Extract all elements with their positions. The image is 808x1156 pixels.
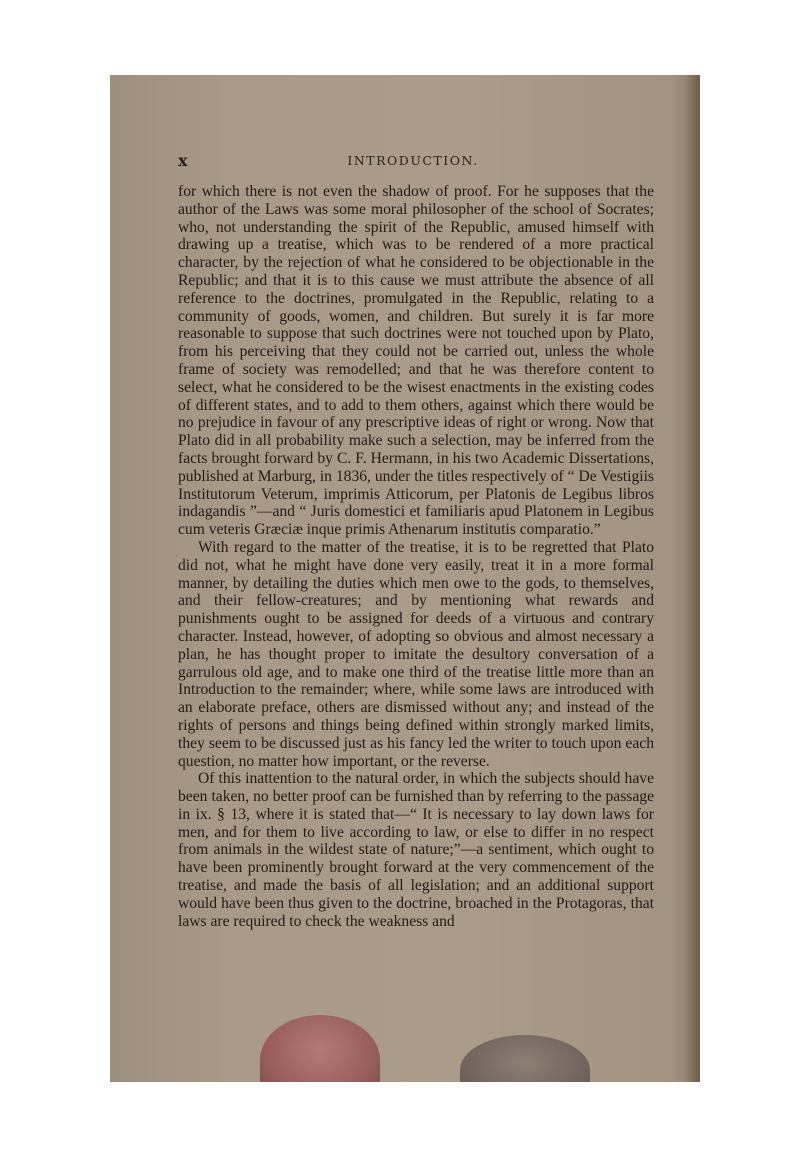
scanned-page xyxy=(110,75,700,1082)
scanner-finger xyxy=(460,1035,590,1082)
paragraph-1: for which there is not even the shadow of proof. For he supposes that the author of the Laws was some moral philosopher of the school of Socrates; who, not understanding the spirit of the Republic, amused himself with drawing up a treatise, which was to be rendered of a more practical character, by the rejection of what he considered to be objectionable in the Republic; and that it is to this cause we must attribute the absence of all reference to the doctrines, promulgated in the Republic, relating to a community of goods, women, and children. But surely it is far more reasonable to suppose that such doctrines were not touched upon by Plato, from his perceiving that they could not be carried out, unless the whole frame of society was remodelled; and that he was therefore content to select, what he considered to be the wisest enactments in the existing codes of different states, and to add to them others, against which there would be no prejudice in favour of any prescriptive ideas of right or wrong. Now that Plato did in all probability make such a selection, may be inferred from the facts brought forward by C. F. Hermann, in his two Academic Dissertations, published at Marburg, in 1836, under the titles respectively of “ De Vestigiis Institutorum Veterum, imprimis Atticorum, per Platonis de Legibus libros indagandis ”—and “ Juris domestici et familiaris apud Platonem in Legibus cum veteris Græciæ inque primis Athenarum institutis comparatio.” xyxy=(178,183,654,539)
page-edge-shadow xyxy=(684,75,700,1082)
paragraph-2: With regard to the matter of the treatise, it is to be regretted that Plato did not, what he might have done very easily, treat it in a more formal manner, by detailing the duties which men owe to the gods, to themselves, and their fellow-creatures; and by mentioning what rewards and punishments ought to be assigned for deeds of a virtuous and contrary character. Instead, however, of adopting so obvious and almost necessary a plan, he has thought proper to imitate the desultory conversation of a garrulous old age, and to make one third of the treatise little more than an Introduction to the remainder; where, while some laws are introduced with an elaborate preface, others are dismissed without any; and instead of the rights of persons and things being defined within strongly marked limits, they seem to be discussed just as his fancy led the writer to touch upon each question, no matter how important, or the reverse. xyxy=(178,538,654,770)
page-header xyxy=(178,151,648,171)
page-number: x xyxy=(178,151,188,170)
scanner-thumb xyxy=(260,1015,380,1082)
paragraph-3: Of this inattention to the natural order, in which the subjects should have been taken, no better proof can be furnished than by referring to the passage in ix. § 13, where it is stated that—“ It is necessary to lay down laws for men, and for them to live according to law, or else to differ in no respect from animals in the wildest state of nature;”—a sentiment, which ought to have been prominently brought forward at the very commencement of the treatise, and made the basis of all legislation; and an additional support would have been thus given to the doctrine, broached in the Protagoras, that laws are required to check the weakness and xyxy=(178,770,654,930)
body-text xyxy=(178,183,654,930)
running-head: INTRODUCTION. xyxy=(347,153,479,168)
